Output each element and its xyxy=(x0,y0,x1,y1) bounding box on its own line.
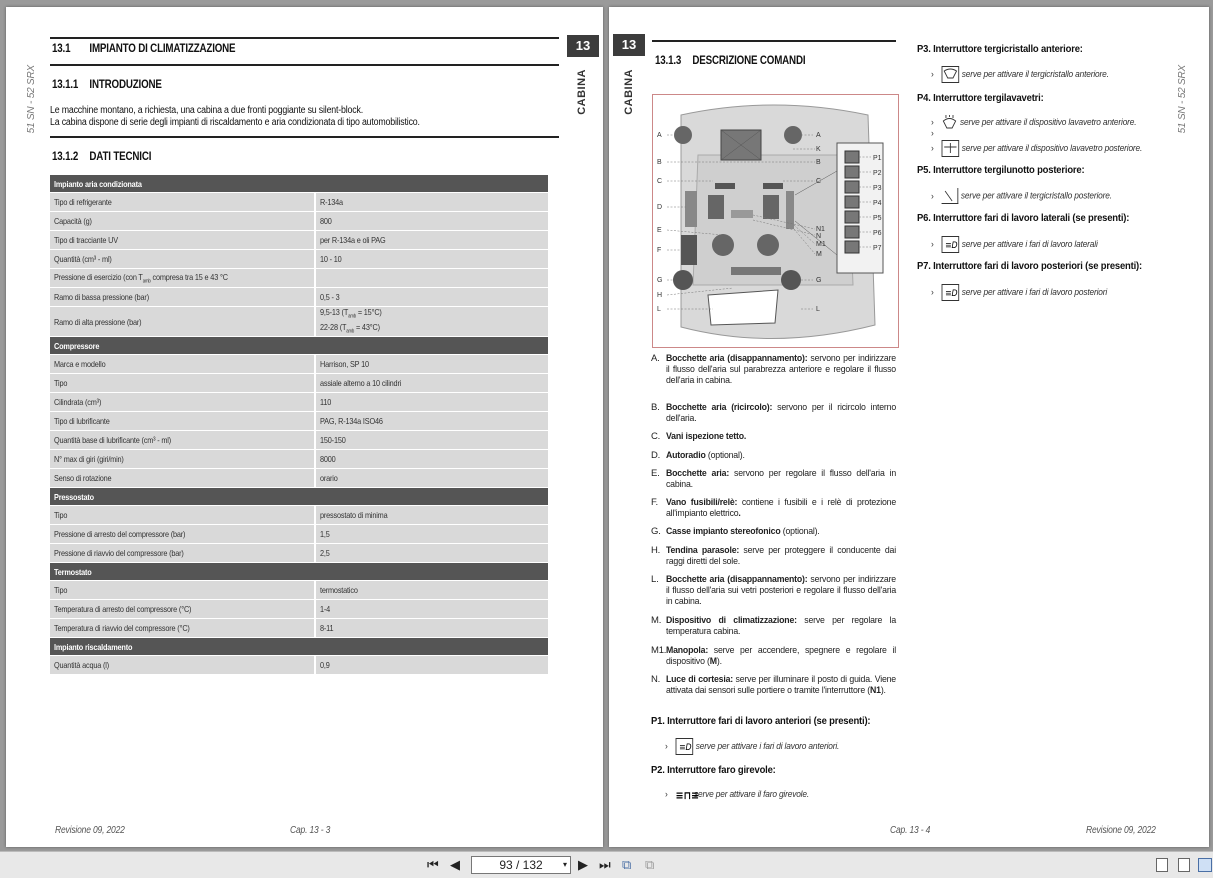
page-number-select[interactable] xyxy=(471,856,571,874)
right-page xyxy=(609,7,1209,847)
vent-c-right xyxy=(763,183,783,189)
table-row xyxy=(50,525,548,543)
legend-letter: F. xyxy=(651,497,658,508)
p3-desc: serve per attivare il tergicristallo anteriore. xyxy=(961,69,1109,81)
diagram-label-a-left: A xyxy=(657,132,662,139)
footer-page-number: Cap. 13 - 4 xyxy=(890,825,931,836)
p4-desc-line-2: › serve per attivare il dispositivo lavavetro posteriore. xyxy=(931,140,1142,157)
subsection-number: 13.1.3 xyxy=(655,55,682,67)
diagram-label-k: K xyxy=(816,146,821,153)
section-rule xyxy=(50,64,559,66)
sun-shade xyxy=(708,290,778,325)
table-section-label: Impianto aria condizionata xyxy=(54,178,142,189)
front-wiper-icon xyxy=(942,66,960,83)
subsection-number: 13.1.1 xyxy=(52,79,79,91)
table-cell: Quantità acqua (l) xyxy=(54,660,110,671)
legend-desc: servono per indirizzare il flusso dell'aria sul parabrezza anteriore e regolare il flusso dell'aria in cabina. xyxy=(666,353,896,386)
diagram-label-d: D xyxy=(657,204,663,211)
table-section-label: Impianto riscaldamento xyxy=(54,641,133,652)
legend-term: Autoradio xyxy=(666,450,706,461)
table-cell: Pressione di riavvio del compressore (bar) xyxy=(54,548,184,559)
svg-text:≡D: ≡D xyxy=(679,741,692,753)
table-cell: 0,5 - 3 xyxy=(320,292,340,302)
table-section-row xyxy=(50,175,548,192)
legend-letter: D. xyxy=(651,450,661,461)
section-rule xyxy=(50,37,559,39)
climate-device xyxy=(786,191,794,229)
p7-desc: serve per attivare i fari di lavoro posteriori xyxy=(961,287,1108,299)
legend-term: Vano fusibili/relè: xyxy=(666,497,738,508)
section-rule xyxy=(652,40,896,42)
legend-punct: ). xyxy=(716,656,722,667)
legend-punct: . xyxy=(738,508,741,519)
legend-term: Vani ispezione tetto. xyxy=(666,431,747,442)
vent-rear xyxy=(731,267,781,275)
table-row xyxy=(50,600,548,618)
diagram-label-b-left: B xyxy=(657,159,662,166)
rear-wiper-icon xyxy=(942,188,959,204)
table-row xyxy=(50,412,548,430)
table-section-label: Pressostato xyxy=(54,491,94,502)
cell-subscript: amb xyxy=(348,313,356,320)
legend-text xyxy=(666,574,896,607)
table-cell: Tipo xyxy=(54,510,68,521)
diagram-label-m: M xyxy=(816,251,822,258)
cell-subscript: amb xyxy=(142,278,151,285)
table-cell: 150-150 xyxy=(320,435,346,446)
p1-desc-line: › ≡D serve per attivare i fari di lavoro anteriori. xyxy=(665,738,839,755)
legend-text xyxy=(666,545,896,567)
legend-letter: M1. xyxy=(651,645,667,656)
legend-desc: serve per regolare la temperatura cabina. xyxy=(666,615,897,637)
table-cell: Marca e modello xyxy=(54,359,106,370)
table-cell: PAG, R-134a ISO46 xyxy=(320,416,383,427)
footer-revision: Revisione 09, 2022 xyxy=(1086,825,1156,836)
diagram-label-p7: P7 xyxy=(873,245,882,252)
diagram-label-a-right: A xyxy=(816,132,821,139)
table-cell: R-134a xyxy=(320,197,343,207)
legend-letter: A. xyxy=(651,353,660,364)
diagram-label-n1: N1 xyxy=(816,226,825,233)
legend-term: Bocchette aria (disappannamento): xyxy=(666,574,808,585)
table-section-row xyxy=(50,563,548,580)
section-heading xyxy=(52,43,235,55)
diagram-label-l-right: L xyxy=(816,306,820,313)
legend-letter: E. xyxy=(651,468,660,479)
continuous-view-icon[interactable] xyxy=(1178,858,1190,872)
legend-desc: contiene i fusibili e i relè di protezione all'impianto elettrico xyxy=(666,497,896,519)
courtesy-light xyxy=(731,210,753,218)
table-cell xyxy=(320,307,382,336)
cell-text: = 43°C) xyxy=(354,321,380,332)
legend-desc: serve per illuminare il posto di guida. Viene attivata dai sensori sulle portiere o tramite l'interruttore ( xyxy=(666,674,896,696)
p2-desc: serve per attivare il faro girevole. xyxy=(694,789,809,801)
legend-desc: serve per accendere, spegnere e regolare il dispositivo ( xyxy=(666,645,896,667)
left-page xyxy=(6,7,603,847)
table-cell: 1-4 xyxy=(320,604,331,615)
beacon-light-icon xyxy=(675,787,699,803)
diagram-label-c-left: C xyxy=(657,178,663,185)
diagram-label-p1: P1 xyxy=(873,155,882,162)
legend-ref: M xyxy=(709,656,717,667)
table-row xyxy=(50,250,548,268)
table-row xyxy=(50,450,548,468)
radio xyxy=(685,191,697,227)
table-cell: Tipo di tracciante UV xyxy=(54,235,118,245)
work-light-rear-icon xyxy=(942,284,960,301)
subsection-heading-intro xyxy=(52,79,162,91)
diagram-label-h: H xyxy=(657,292,663,299)
legend-term: Bocchette aria (ricircolo): xyxy=(666,402,773,413)
technical-data-table xyxy=(50,174,548,675)
subsection-title: INTRODUZIONE xyxy=(89,79,162,91)
table-cell: Tipo di refrigerante xyxy=(54,197,112,207)
table-row xyxy=(50,212,548,230)
cell-text: Pressione di esercizio (con T xyxy=(54,271,143,282)
legend-text xyxy=(666,674,896,696)
table-cell: 10 - 10 xyxy=(320,254,342,264)
last-page-icon[interactable]: ⏭ xyxy=(599,857,611,872)
legend-term: Dispositivo di climatizzazione: xyxy=(666,615,797,626)
table-row xyxy=(50,307,548,336)
p3-desc-line: › serve per attivare il tergicristallo anteriore. xyxy=(931,66,1109,83)
section-number: 13.1 xyxy=(52,43,71,55)
p6-title: P6. Interruttore fari di lavoro laterali (se presenti): xyxy=(917,212,1130,224)
table-row xyxy=(50,193,548,211)
legend-desc: servono per regolare il flusso dell'aria in cabina. xyxy=(666,468,896,490)
p7-title: P7. Interruttore fari di lavoro posteriori (se presenti): xyxy=(917,260,1142,272)
intro-line: La cabina dispone di serie degli impianti di riscaldamento e aria condizionata di tipo automobilistico. xyxy=(50,117,420,128)
intro-line: Le macchine montano, a richiesta, una cabina a due fronti poggiante su silent-block. xyxy=(50,105,363,116)
table-cell: assiale alterno a 10 cilindri xyxy=(320,378,402,389)
switch-panel xyxy=(837,143,883,273)
svg-text:≡⊓≡: ≡⊓≡ xyxy=(675,789,699,803)
table-cell: 8000 xyxy=(320,454,336,465)
table-cell: N° max di giri (giri/min) xyxy=(54,454,124,465)
diagram-label-n: N xyxy=(816,233,822,240)
roof-inner xyxy=(693,155,853,285)
subsection-heading-controls xyxy=(655,55,805,67)
p2-title: P2. Interruttore faro girevole: xyxy=(651,764,776,776)
table-cell: Quantità (cm³ - ml) xyxy=(54,254,112,264)
svg-text:≡D: ≡D xyxy=(945,287,958,299)
table-cell: orario xyxy=(320,473,338,484)
air-vent-a-left xyxy=(674,126,692,144)
table-cell: Cilindrata (cm³) xyxy=(54,397,102,408)
diagram-label-e: E xyxy=(657,227,662,234)
table-cell xyxy=(54,272,228,285)
cell-text: = 15°C) xyxy=(355,307,382,317)
legend-term: Tendina parasole: xyxy=(666,545,740,556)
page-indicator: 93 / 132 xyxy=(499,858,543,872)
viewer-toolbar xyxy=(0,851,1213,878)
table-section-label: Compressore xyxy=(54,340,100,351)
legend-desc: servono per il ricircolo interno dell'aria. xyxy=(666,402,897,424)
cell-text: compresa tra 15 e 43 °C xyxy=(150,271,228,282)
legend-desc: servono per indirizzare il flusso dell'aria sui vetri posteriori e regolare il flusso dell'aria in cabina. xyxy=(666,574,896,607)
legend-text xyxy=(666,431,896,442)
air-vent-a-right xyxy=(784,126,802,144)
table-cell: Tipo xyxy=(54,585,68,596)
legend-term: Manopola: xyxy=(666,645,709,656)
chapter-label: CABINA xyxy=(623,69,635,115)
legend-letter: L. xyxy=(651,574,659,585)
legend-desc: (optional). xyxy=(780,526,820,537)
p4-desc-rear: serve per attivare il dispositivo lavavetro posteriore. xyxy=(961,143,1143,155)
table-cell: Capacità (g) xyxy=(54,216,92,226)
legend-term: Luce di cortesia: xyxy=(666,674,733,685)
table-cell: Tipo xyxy=(54,378,68,389)
table-row xyxy=(50,288,548,306)
chapter-number-box: 13 xyxy=(613,34,645,56)
intro-paragraph xyxy=(50,105,569,129)
svg-text:≡D: ≡D xyxy=(945,239,958,251)
next-page-icon[interactable]: ▶ xyxy=(578,857,588,872)
chapter-number-box: 13 xyxy=(567,35,599,57)
table-row xyxy=(50,544,548,562)
table-cell: 110 xyxy=(320,397,332,408)
table-cell: per R-134a e oli PAG xyxy=(320,235,386,245)
fuse-box xyxy=(681,235,697,265)
table-cell: 0,9 xyxy=(320,660,330,671)
speaker-left xyxy=(673,270,693,290)
p5-title: P5. Interruttore tergilunotto posteriore: xyxy=(917,164,1085,176)
footer-page-number: Cap. 13 - 3 xyxy=(290,825,331,836)
table-section-label: Termostato xyxy=(54,566,92,577)
legend-ref: N1 xyxy=(870,685,881,696)
table-row xyxy=(50,619,548,637)
p4-desc-line-1: › serve per attivare il dispositivo lavavetro anteriore. xyxy=(931,115,1136,130)
paste-page-icon[interactable]: ⧉ xyxy=(645,857,655,872)
legend-letter: H. xyxy=(651,545,661,556)
legend-text xyxy=(666,645,896,667)
table-row xyxy=(50,581,548,599)
table-cell: Ramo di bassa pressione (bar) xyxy=(54,292,149,302)
vent-c-left xyxy=(715,183,735,189)
legend-term: Casse impianto stereofonico xyxy=(666,526,781,537)
legend-letter: N. xyxy=(651,674,661,685)
legend-text xyxy=(666,497,896,519)
single-page-view-icon[interactable] xyxy=(1156,858,1168,872)
table-section-row xyxy=(50,488,548,505)
two-page-view-icon[interactable] xyxy=(1198,858,1212,872)
p5-desc-line: › serve per attivare il tergicristallo posteriore. xyxy=(931,188,1112,204)
table-cell: Tipo di lubrificante xyxy=(54,416,110,427)
p3-title: P3. Interruttore tergicristallo anteriore: xyxy=(917,43,1083,55)
first-page-icon[interactable]: ⏮ xyxy=(427,857,439,872)
copy-page-icon[interactable]: ⧉ xyxy=(622,857,632,872)
table-cell: 2,5 xyxy=(320,548,330,559)
table-cell: 1,5 xyxy=(320,529,330,540)
legend-desc: (optional). xyxy=(705,450,745,461)
table-row xyxy=(50,355,548,373)
vent-left xyxy=(712,234,734,256)
table-cell: Senso di rotazione xyxy=(54,473,112,484)
table-section-row xyxy=(50,337,548,354)
diagram-label-g-left: G xyxy=(657,277,663,284)
diagram-label-f: F xyxy=(657,247,662,254)
vent-e-right xyxy=(763,195,779,219)
section-title: IMPIANTO DI CLIMATIZZAZIONE xyxy=(89,43,236,55)
work-light-side-icon xyxy=(942,236,960,253)
speaker-right xyxy=(781,270,801,290)
table-cell: termostatico xyxy=(320,585,358,596)
vent-right xyxy=(757,234,779,256)
table-row xyxy=(50,393,548,411)
diagram-label-p2: P2 xyxy=(873,170,882,177)
legend-letter: G. xyxy=(651,526,661,537)
p2-desc-line: › ≡⊓≡ serve per attivare il faro girevole. xyxy=(665,787,809,802)
table-row xyxy=(50,656,548,674)
table-row xyxy=(50,431,548,449)
side-model-text: 51 SN - 52 SRX xyxy=(26,65,37,134)
legend-text xyxy=(666,615,896,637)
table-cell: 800 xyxy=(320,216,332,226)
legend-letter: B. xyxy=(651,402,660,413)
table-cell: Ramo di alta pressione (bar) xyxy=(54,316,142,327)
legend-text xyxy=(666,450,896,461)
table-cell: pressostato di minima xyxy=(320,510,388,521)
rear-washer-icon xyxy=(942,140,960,157)
section-rule xyxy=(50,136,559,138)
p7-desc-line: › ≡D serve per attivare i fari di lavoro posteriori xyxy=(931,284,1107,301)
p4-bullet-spacer: › xyxy=(931,128,934,139)
dropdown-arrow-icon: ▾ xyxy=(562,860,567,869)
legend-term: Bocchette aria: xyxy=(666,468,730,479)
diagram-label-p6: P6 xyxy=(873,230,882,237)
table-row xyxy=(50,469,548,487)
table-row xyxy=(50,231,548,249)
prev-page-icon[interactable]: ◀ xyxy=(450,857,460,872)
legend-punct: ). xyxy=(880,685,886,696)
p4-title: P4. Interruttore tergilavavetri: xyxy=(917,92,1044,104)
diagram-label-p4: P4 xyxy=(873,200,882,207)
diagram-label-p5: P5 xyxy=(873,215,882,222)
p5-desc: serve per attivare il tergicristallo posteriore. xyxy=(960,190,1112,202)
table-cell: Harrison, SP 10 xyxy=(320,359,369,370)
vent-e-left xyxy=(708,195,724,219)
p4-desc-front: serve per attivare il dispositivo lavavetro anteriore. xyxy=(960,117,1137,129)
p6-desc: serve per attivare i fari di lavoro laterali xyxy=(961,239,1098,251)
subsection-number: 13.1.2 xyxy=(52,151,79,163)
table-row xyxy=(50,374,548,392)
cell-subscript: amb xyxy=(346,328,355,335)
table-cell: Quantità base di lubrificante (cm³ - ml) xyxy=(54,435,172,446)
table-row xyxy=(50,506,548,524)
diagram-label-g-right: G xyxy=(816,277,822,284)
subsection-title: DESCRIZIONE COMANDI xyxy=(692,55,806,67)
diagram-label-l-left: L xyxy=(657,306,661,313)
side-model-text: 51 SN - 52 SRX xyxy=(1177,65,1188,134)
table-cell: Pressione di arresto del compressore (bar) xyxy=(54,529,186,540)
legend-text xyxy=(666,526,896,537)
diagram-label-m1: M1 xyxy=(816,241,826,248)
table-row xyxy=(50,269,548,287)
front-washer-icon xyxy=(942,115,958,130)
legend-letter: M. xyxy=(651,615,662,626)
subsection-heading-tech xyxy=(52,151,151,163)
p6-desc-line: › ≡D serve per attivare i fari di lavoro laterali xyxy=(931,236,1098,253)
diagram-label-b-right: B xyxy=(816,159,821,166)
cell-text: 9,5-13 (T xyxy=(320,307,349,317)
diagram-label-p3: P3 xyxy=(873,185,882,192)
cabin-roof-diagram xyxy=(652,94,899,348)
legend-text xyxy=(666,402,896,424)
legend-term: Bocchette aria (disappannamento): xyxy=(666,353,808,364)
legend-text xyxy=(666,468,896,490)
cell-text: 22-28 (T xyxy=(320,321,347,332)
footer-revision: Revisione 09, 2022 xyxy=(55,825,125,836)
legend-text xyxy=(666,353,896,386)
table-cell: Temperatura di riavvio del compressore (°C) xyxy=(54,623,190,634)
work-light-front-icon xyxy=(676,738,694,755)
subsection-title: DATI TECNICI xyxy=(89,151,152,163)
table-cell: Temperatura di arresto del compressore (°C) xyxy=(54,604,192,615)
table-cell: 8-11 xyxy=(320,623,334,634)
p1-title: P1. Interruttore fari di lavoro anteriori (se presenti): xyxy=(651,715,871,727)
cabin-diagram-svg xyxy=(653,95,898,347)
legend-desc: serve per proteggere il conducente dai raggi diretti del sole. xyxy=(666,545,896,567)
chapter-label: CABINA xyxy=(576,69,588,115)
table-section-row xyxy=(50,638,548,655)
p1-desc: serve per attivare i fari di lavoro anteriori. xyxy=(695,741,840,753)
diagram-label-c-right: C xyxy=(816,178,822,185)
legend-letter: C. xyxy=(651,431,661,442)
